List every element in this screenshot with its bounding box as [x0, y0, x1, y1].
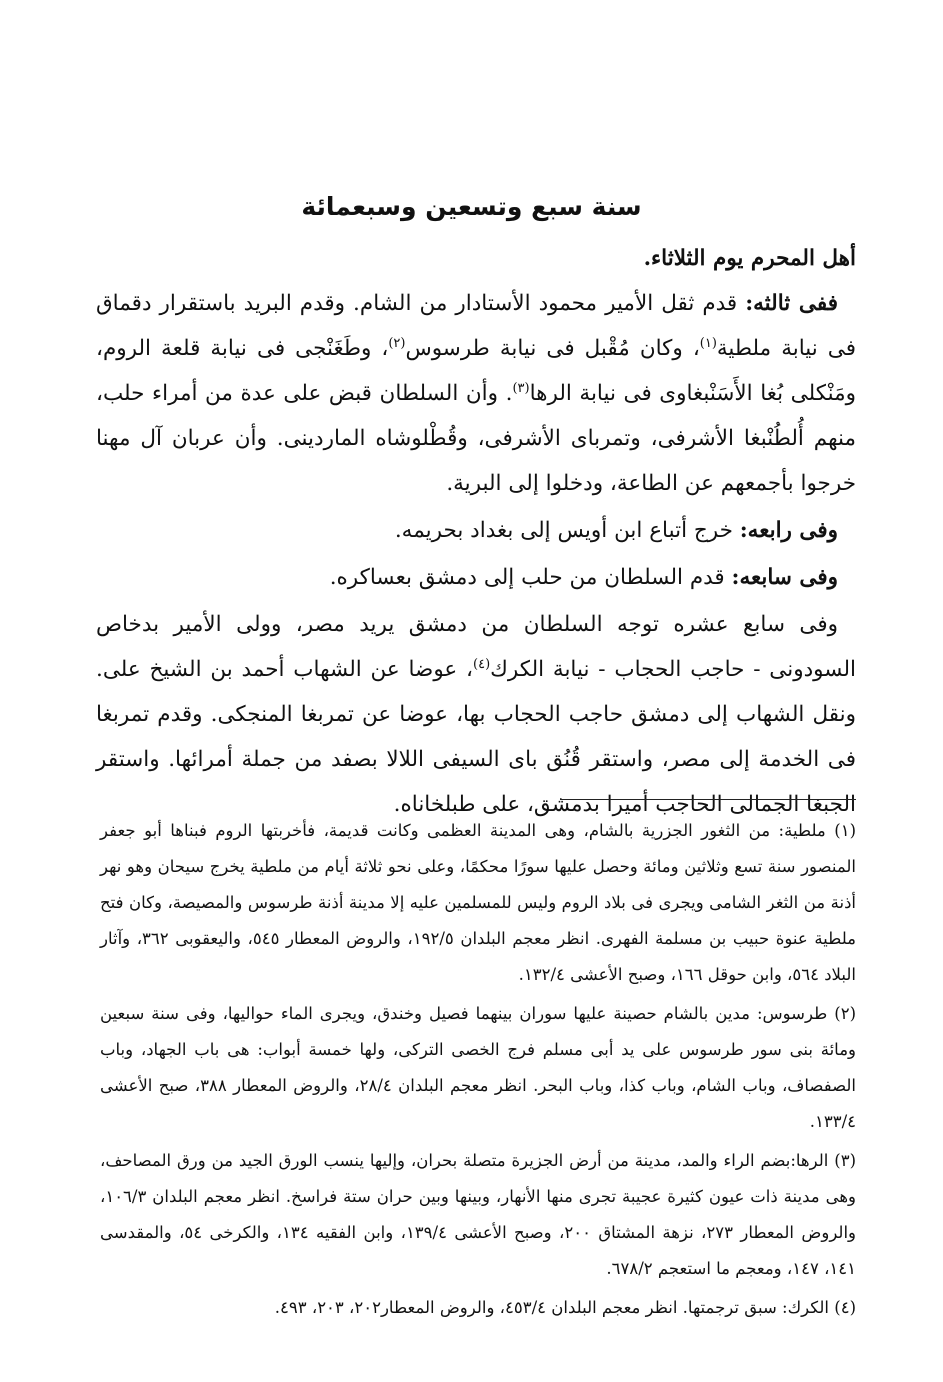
paragraph-4 — [96, 555, 856, 600]
paragraph-2-text-d: . وأن السلطان قبض على عدة من أمراء حلب، منهم أُلطُنْبغا الأشرفى، وتمرباى الأشرفى، وقُطْلوشاه الماردينى. وأن عربان آل مهنا خرجوا بأجمعهم عن الطاعة، ودخلوا إلى البرية. — [96, 381, 856, 496]
footnote-ref-3[interactable]: (٣) — [512, 380, 530, 396]
paragraph-2-label: ففى ثالثه: — [745, 291, 838, 316]
paragraph-3 — [96, 508, 856, 553]
paragraph-5 — [96, 602, 856, 827]
paragraph-5-text-b: ، عوضا عن الشهاب أحمد بن الشيخ على. ونقل الشهاب إلى دمشق حاجب الحجاب بها، عوضا عن تمربغا المنجكى. وقدم تمربغا فى الخدمة إلى مصر، واستقر قُنُق باى السيفى اللالا بصفد من جملة أمرائها. واستقر الجبغا الجمالى الحاجب أميرا بدمشق، على طبلخاناه. — [96, 657, 856, 817]
paragraph-1: أهل المحرم يوم الثلاثاء. — [643, 246, 856, 271]
paragraph-5-text-a: وفى سابع عشره توجه السلطان من دمشق يريد مصر، وولى الأمير بدخاص السودونى - حاجب الحجاب - نيابة الكرك — [96, 612, 856, 682]
paragraph-4-label: وفى سابعه: — [731, 565, 838, 590]
footnote-ref-2[interactable]: (٢) — [388, 335, 406, 351]
paragraph-3-label: وفى رابعه: — [739, 518, 838, 543]
footnotes — [100, 813, 856, 1329]
paragraph-3-text: خرج أتباع ابن أويس إلى بغداد بحريمه. — [394, 518, 740, 543]
paragraph-2-text-b: ، وكان مُقْبل فى نيابة طرسوس — [405, 336, 700, 361]
footnote-ref-4[interactable]: (٤) — [473, 656, 491, 672]
footnote-3: (٣) الرها:بضم الراء والمد، مدينة من أرض الجزيرة متصلة بحران، وإليها ينسب الورق الجيد من ورق المصاحف، وهى مدينة ذات عيون كثيرة عجيبة تجرى منها الأنهار، وبينها وبين حران ستة فراسخ. انظر معجم البلدان ١٠٦/٣، والروض المعطار ٢٧٣، نزهة المشتاق ٢٠٠، وصبح الأعشى ١٣٩/٤، وابن الفقيه ١٣٤، والكرخى ٥٤، والمقدسى ١٤١، ١٤٧، ومعجم ما استعجم ٦٧٨/٢. — [100, 1151, 857, 1278]
paragraph-2 — [96, 281, 856, 506]
footnote-1: (١) ملطية: من الثغور الجزرية بالشام، وهى المدينة العظمى وكانت قديمة، فأخربتها الروم فبناها أبو جعفر المنصور سنة تسع وثلاثين ومائة وحصل عليها سورًا محكمًا، وعلى نحو ثلاثة أيام من ملطية يخرج سيحان وهو نهر أذنة من الثغر الشامى ويجرى فى بلاد الروم وليس للمسلمين عليه إلا مدينة أذنة طرسوس والمصيصة، وكان فتح ملطية عنوة حبيب بن مسلمة الفهرى. انظر معجم البلدان ١٩٢/٥، والروض المعطار ٥٤٥، واليعقوبى ٣٦٢، وآثار البلاد ٥٦٤، وابن حوقل ١٦٦، وصبح الأعشى ١٣٢/٤. — [100, 821, 856, 984]
footnote-2: (٢) طرسوس: مدين بالشام حصينة عليها سوران بينهما فصيل وخندق، ويجرى الماء حواليها، وفى سنة سبعين ومائة بنى سور طرسوس على يد أبى مسلم فرج الخصى التركى، ولها خمسة أبواب: هى باب الجهاد، وباب الصفصاف، وباب الشام، وباب كذا، وباب البحر. انظر معجم البلدان ٢٨/٤، والروض المعطار ٣٨٨، صبح الأعشى ١٣٣/٤. — [100, 1004, 856, 1131]
paragraph-4-text: قدم السلطان من حلب إلى دمشق بعساكره. — [329, 565, 732, 590]
paragraph-2-text-c: ، وطَغَنْجى فى نيابة قلعة الروم، ومَنْكلى بُغا الأَسَنْبغاوى فى نيابة الرها — [96, 336, 856, 406]
footnote-4: (٤) الكرك: سبق ترجمتها. انظر معجم البلدان ٤٥٣/٤، والروض المعطار٢٠٢، ٢٠٣، ٤٩٣. — [274, 1298, 856, 1317]
footnote-divider — [560, 799, 856, 800]
year-heading: سنة سبع وتسعين وسبعمائة — [301, 192, 642, 221]
paragraph-2-text-a: قدم ثقل الأمير محمود الأستادار من الشام. وقدم البريد باستقرار دقماق فى نيابة ملطية — [96, 291, 856, 361]
footnote-ref-1[interactable]: (١) — [699, 335, 717, 351]
main-text — [96, 236, 856, 827]
